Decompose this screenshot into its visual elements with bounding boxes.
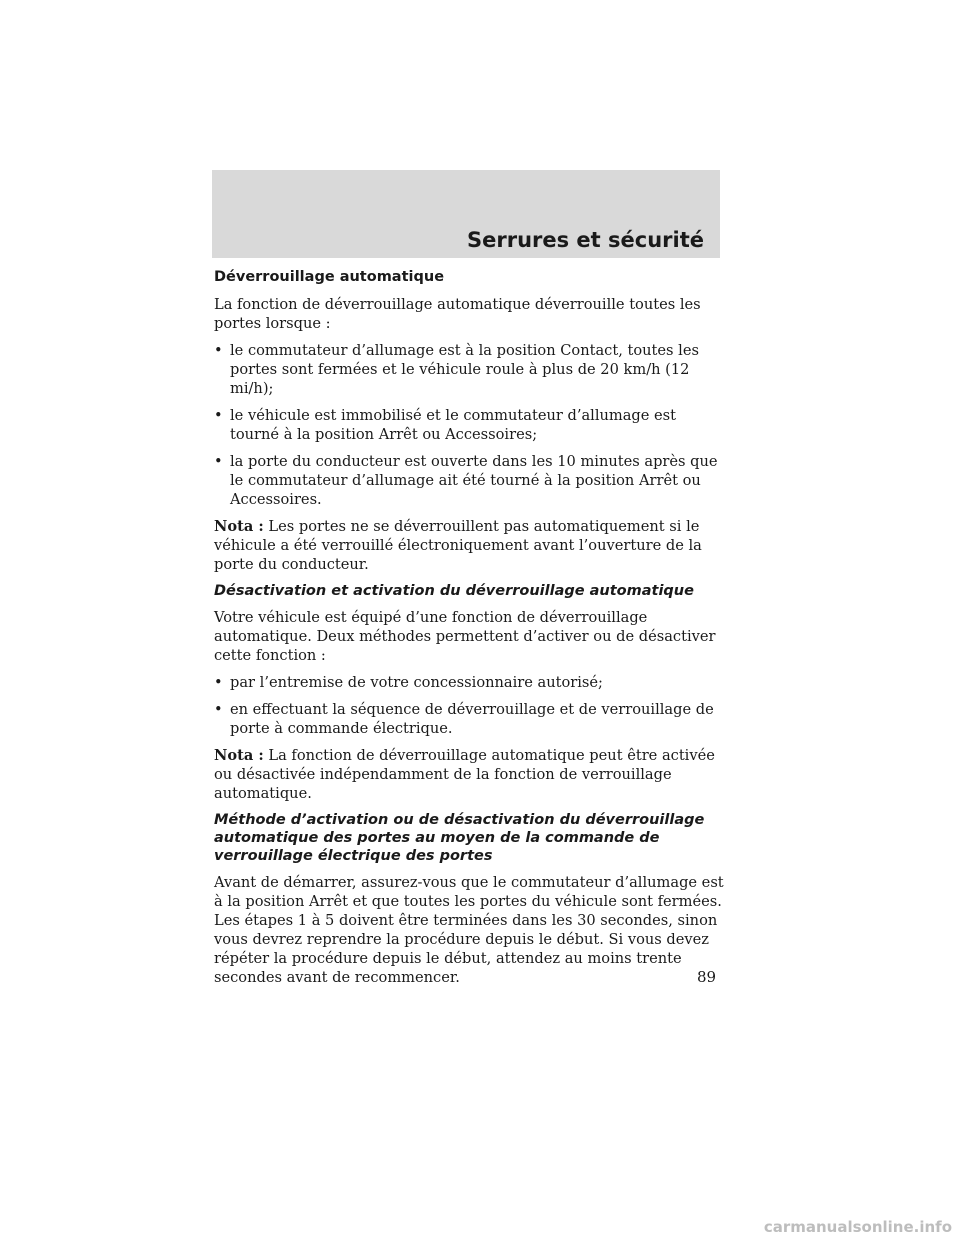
section-heading-auto-unlock: Déverrouillage automatique: [214, 269, 445, 285]
bullet-icon: •: [214, 407, 223, 424]
note-label: Nota :: [214, 747, 264, 764]
list-item: • par l’entremise de votre concessionnaire autorisé;: [214, 674, 603, 691]
note-paragraph: Nota : La fonction de déverrouillage automatique peut être activée ou désactivée indépendamment de la fonction de verrouillage automatique.: [214, 747, 715, 802]
page-content: [214, 268, 724, 995]
section-intro: La fonction de déverrouillage automatique déverrouille toutes les portes lorsque :: [214, 296, 701, 332]
method-list: [214, 673, 724, 738]
note-paragraph: Nota : Les portes ne se déverrouillent pas automatiquement si le véhicule a été verrouillé électroniquement avant l’ouverture de la porte du conducteur.: [214, 518, 702, 573]
bullet-icon: •: [214, 453, 223, 470]
list-item: • le véhicule est immobilisé et le commutateur d’allumage est tourné à la position Arrêt ou Accessoires;: [214, 407, 677, 443]
bullet-icon: •: [214, 701, 223, 718]
list-item: • le commutateur d’allumage est à la position Contact, toutes les portes sont fermées et le véhicule roule à plus de 20 km/h (12 mi/h);: [214, 342, 699, 397]
section-heading-method: Méthode d’activation ou de désactivation du déverrouillage automatique des portes au moyen de la commande de verrouillage électrique des portes: [214, 812, 705, 864]
chapter-header: [212, 170, 720, 258]
list-item: • en effectuant la séquence de déverrouillage et de verrouillage de porte à commande électrique.: [214, 701, 714, 737]
section-heading-deactivation: Désactivation et activation du déverrouillage automatique: [214, 583, 694, 599]
list-item: • la porte du conducteur est ouverte dans les 10 minutes après que le commutateur d’allumage ait été tourné à la position Arrêt ou Accessoires.: [214, 453, 718, 508]
chapter-title: Serrures et sécurité: [466, 228, 704, 252]
condition-list: [214, 341, 724, 509]
watermark: carmanualsonline.info: [763, 1218, 952, 1236]
note-label: Nota :: [214, 518, 264, 535]
page-number: 89: [697, 968, 717, 986]
bullet-icon: •: [214, 674, 223, 691]
section-intro: Votre véhicule est équipé d’une fonction de déverrouillage automatique. Deux méthodes permettent d’activer ou de désactiver cette fonction :: [214, 609, 716, 664]
section-body: Avant de démarrer, assurez-vous que le commutateur d’allumage est à la position Arrêt et que toutes les portes du véhicule sont fermées. Les étapes 1 à 5 doivent être terminées dans les 30 secondes, sinon vous devrez reprendre la procédure depuis le début. Si vous devez répéter la procédure depuis le début, attendez au moins trente secondes avant de recommencer.: [214, 874, 724, 986]
bullet-icon: •: [214, 342, 223, 359]
